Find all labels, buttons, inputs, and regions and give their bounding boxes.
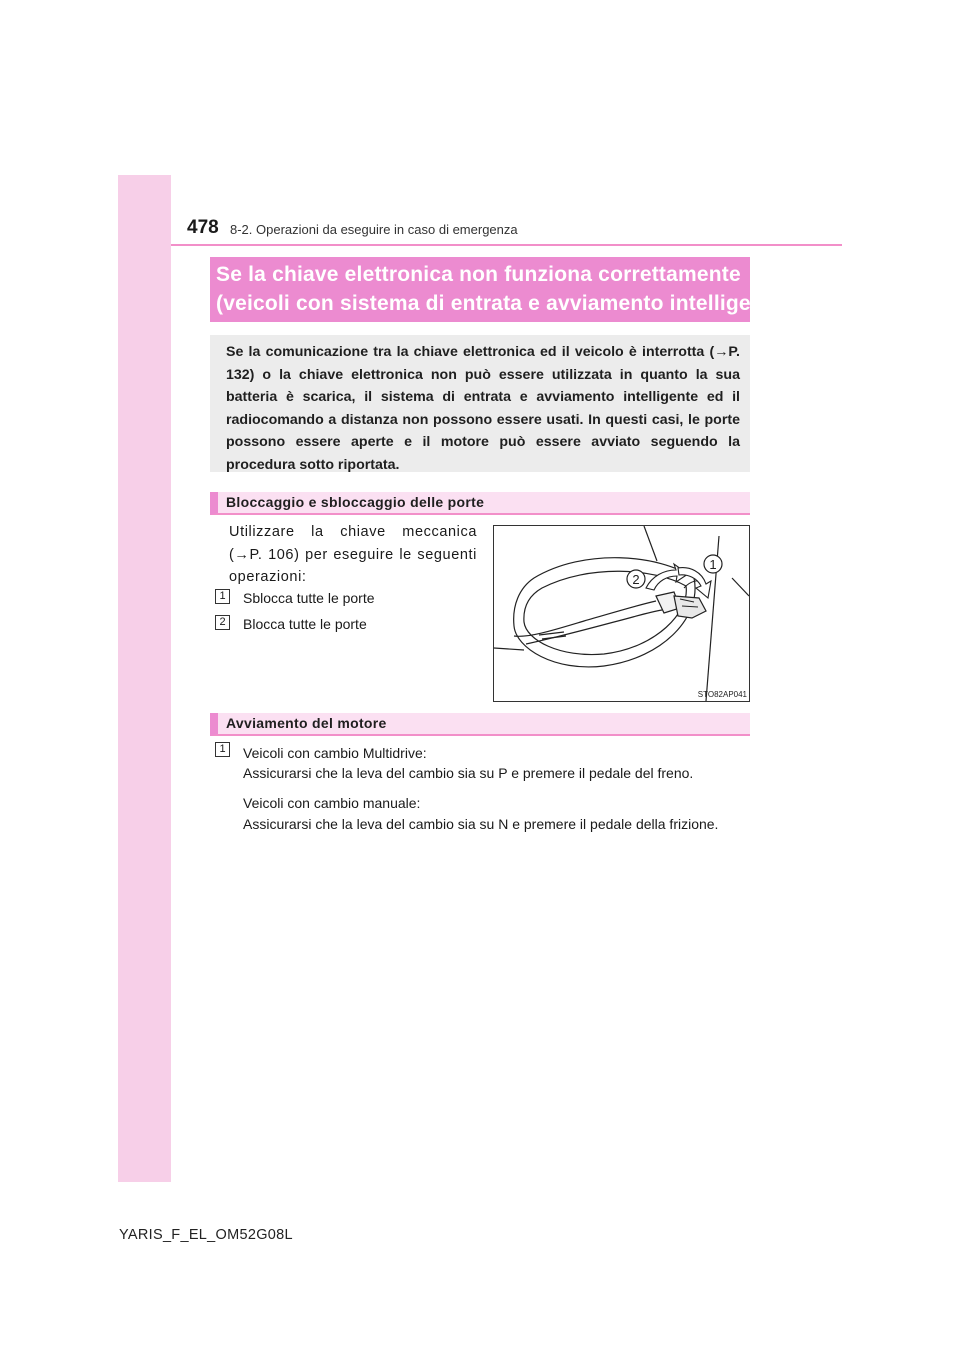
section-title: 8-2. Operazioni da eseguire in caso di emergenza bbox=[230, 222, 518, 237]
manual-title: Veicoli con cambio manuale: bbox=[243, 795, 421, 811]
engine-heading-label: Avviamento del motore bbox=[226, 715, 387, 731]
callout-2-label: 2 bbox=[632, 572, 640, 587]
step-number-1: 1 bbox=[215, 742, 230, 757]
doors-subheading bbox=[210, 492, 750, 515]
callout-1-label: 1 bbox=[709, 557, 717, 572]
figure-code: STO82AP041 bbox=[697, 690, 747, 699]
engine-subheading bbox=[210, 713, 750, 736]
banner-title-line-2: (veicoli con sistema di entrata e avviamento intelligente) bbox=[216, 292, 791, 315]
door-handle-illustration bbox=[494, 526, 749, 701]
doors-heading-label: Bloccaggio e sbloccaggio delle porte bbox=[226, 494, 485, 510]
header-rule bbox=[171, 244, 842, 246]
title-banner bbox=[210, 257, 791, 322]
item-lock-label: Blocca tutte le porte bbox=[243, 616, 367, 632]
intro-box: Se la comunicazione tra la chiave elettronica ed il veicolo è interrotta (→P. 132) o la chiave elettronica non può essere utilizzata in quanto la sua batteria è scarica, il sistema di entrata e avviamento intelligente ed il radiocomando a distanza non possono essere usati. In questi casi, le porte possono essere aperte e il motore può essere avviato seguendo la procedura sotto riportata. bbox=[210, 335, 750, 472]
item-number-1: 1 bbox=[215, 589, 230, 604]
side-tab-band bbox=[118, 175, 171, 1182]
footer-code: YARIS_F_EL_OM52G08L bbox=[119, 1227, 293, 1243]
multidrive-title: Veicoli con cambio Multidrive: bbox=[243, 745, 427, 761]
doors-instructions: Utilizzare la chiave meccanica (→P. 106) per eseguire le seguenti operazioni: bbox=[229, 524, 477, 585]
page-number: 478 bbox=[187, 217, 219, 238]
door-handle-figure bbox=[493, 525, 750, 702]
item-number-2: 2 bbox=[215, 615, 230, 630]
multidrive-text: Assicurarsi che la leva del cambio sia su P e premere il pedale del freno. bbox=[243, 765, 694, 781]
banner-title-line-1: Se la chiave elettronica non funziona correttamente bbox=[216, 263, 741, 286]
item-unlock-label: Sblocca tutte le porte bbox=[243, 590, 375, 606]
manual-text: Assicurarsi che la leva del cambio sia su N e premere il pedale della frizione. bbox=[243, 816, 719, 832]
